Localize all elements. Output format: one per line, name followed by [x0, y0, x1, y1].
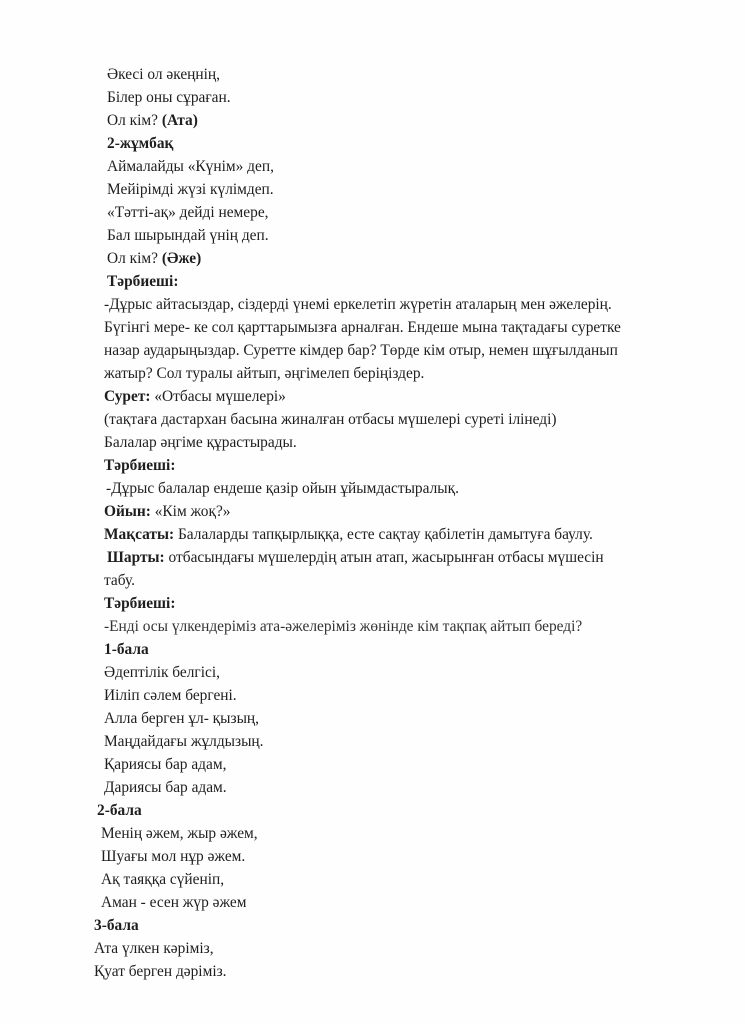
paragraph-line: Бүгінгі мере- ке сол қарттарымызға арналған. Ендеше мына тақтадағы суретке: [104, 319, 621, 336]
child-1-heading: 1-бала: [104, 641, 149, 658]
riddle-2-heading: 2-жұмбақ: [107, 135, 174, 152]
teacher-heading: Тәрбиеші:: [104, 595, 176, 612]
poem-line: Қуат берген дәріміз.: [94, 963, 227, 980]
paragraph-line: назар аударыңыздар. Суретте кімдер бар? Төрде кім отыр, немен шұғылданып: [104, 342, 618, 359]
poem-line: Иіліп сәлем бергені.: [104, 687, 237, 704]
riddle-question-2: [107, 250, 201, 268]
riddle-line-1: Әкесі ол әкеңнің,: [107, 66, 220, 83]
paragraph-line: табу.: [104, 572, 135, 589]
riddle-line-6: Бал шырындай үнің деп.: [107, 227, 269, 244]
child-3-heading: 3-бала: [94, 917, 139, 934]
paragraph-line: (тақтаға дастархан басына жиналған отбасы мүшелері суреті ілінеді): [104, 411, 557, 428]
riddle-line-3: Аймалайды «Күнім» деп,: [107, 158, 274, 175]
riddle-line-2: Білер оны сұраған.: [107, 89, 231, 106]
child-2-heading: 2-бала: [97, 802, 142, 819]
question-text: Ол кім?: [107, 250, 162, 267]
label-text: Ойын:: [104, 503, 155, 520]
answer-text: (Ата): [161, 112, 198, 129]
riddle-line-5: «Тәтті-ақ» дейді немере,: [107, 204, 269, 221]
poem-line: Алла берген ұл- қызың,: [104, 710, 260, 727]
label-text: Сурет:: [104, 388, 155, 405]
paragraph-line: -Енді осы үлкендеріміз ата-әжелеріміз жөнінде кім тақпақ айтып береді?: [104, 618, 583, 635]
game-line: [104, 503, 230, 521]
label-text: Шарты:: [107, 549, 169, 566]
teacher-heading: Тәрбиеші:: [104, 457, 176, 474]
poem-line: Шуағы мол нұр әжем.: [101, 848, 246, 865]
question-text: Ол кім?: [107, 112, 162, 129]
poem-line: Менің әжем, жыр әжем,: [101, 825, 258, 842]
rule-line: [107, 549, 604, 567]
answer-text: (Әже): [161, 250, 202, 267]
riddle-line-4: Мейірімді жүзі күлімдеп.: [107, 181, 274, 198]
picture-title: «Отбасы мүшелері»: [154, 388, 286, 405]
game-title: «Кім жоқ?»: [154, 503, 231, 520]
poem-line: Әдептілік белгісі,: [104, 664, 220, 681]
paragraph-line: -Дұрыс балалар ендеше қазір ойын ұйымдастыралық.: [106, 480, 459, 497]
poem-line: Маңдайдағы жұлдызың.: [104, 733, 264, 750]
goal-line: [104, 526, 593, 544]
rule-text: отбасындағы мүшелердің атын атап, жасырынған отбасы мүшесін: [168, 549, 604, 566]
paragraph-line: Балалар әңгіме құрастырады.: [104, 434, 297, 451]
picture-line: [104, 388, 286, 406]
paragraph-line: жатыр? Сол туралы айтып, әңгімелеп беріңіздер.: [104, 365, 425, 382]
poem-line: Қариясы бар адам,: [104, 756, 227, 773]
label-text: Мақсаты:: [104, 526, 178, 543]
teacher-heading: Тәрбиеші:: [107, 273, 179, 290]
poem-line: Аман - есен жүр әжем: [101, 894, 247, 911]
poem-line: Дариясы бар адам.: [104, 779, 227, 796]
riddle-question-1: [107, 112, 198, 130]
goal-text: Балаларды тапқырлыққа, есте сақтау қабілетін дамытуға баулу.: [177, 526, 593, 543]
paragraph-line: -Дұрыс айтасыздар, сіздерді үнемі еркелетіп жүретін аталарың мен әжелерің.: [104, 296, 612, 313]
poem-line: Ақ таяққа сүйеніп,: [101, 871, 225, 888]
poem-line: Ата үлкен кәріміз,: [94, 940, 214, 957]
